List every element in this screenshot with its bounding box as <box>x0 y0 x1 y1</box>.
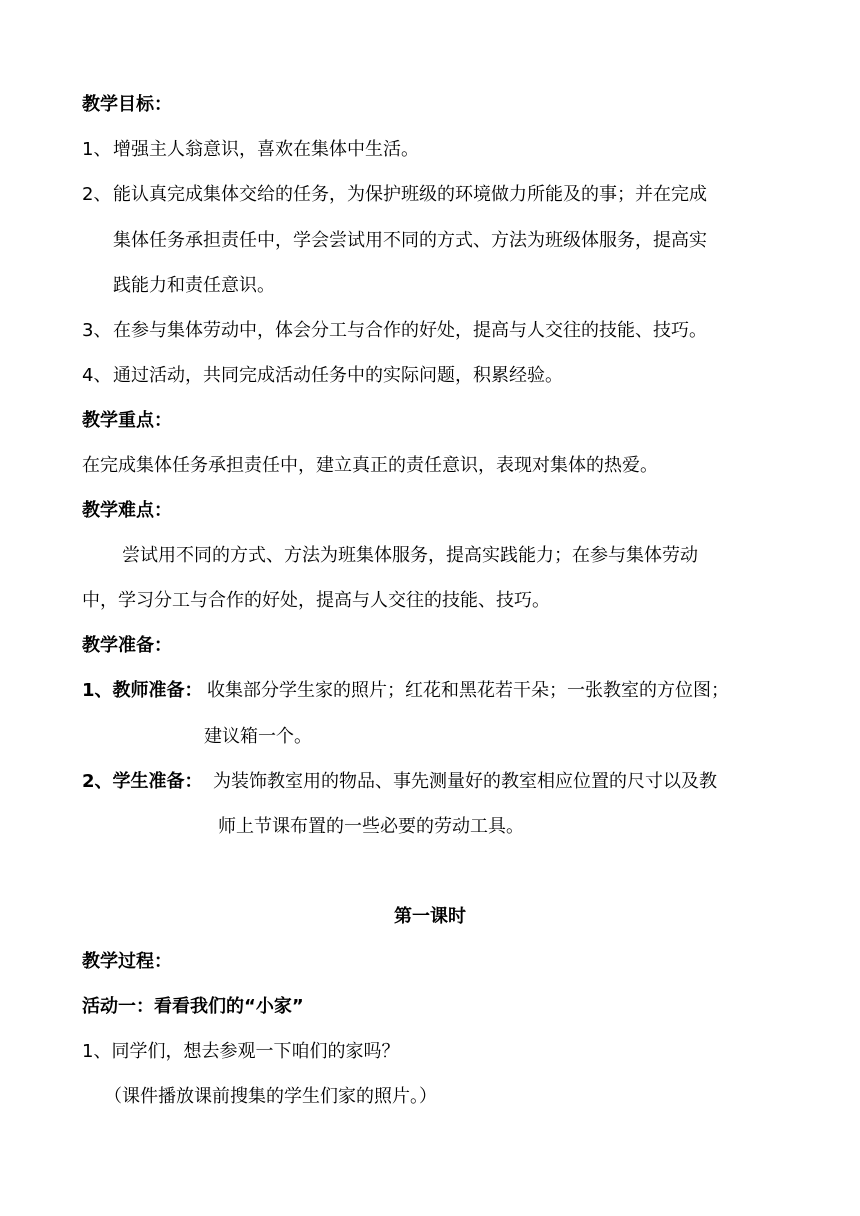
lesson-title: 第一课时 <box>394 906 466 927</box>
teacher-prep-text-line-1: 收集部分学生家的照片；红花和黑花若干朵；一张教室的方位图； <box>207 680 729 701</box>
teacher-prep-label: 1、教师准备： <box>82 680 203 701</box>
student-prep-text-line-2: 师上节课布置的一些必要的劳动工具。 <box>218 816 524 837</box>
objective-2-text-line-3: 践能力和责任意识。 <box>113 275 275 296</box>
objective-3-number: 3、 <box>82 320 112 341</box>
objective-2-number: 2、 <box>82 184 112 205</box>
difficulties-text-line-2: 中，学习分工与合作的好处，提高与人交往的技能、技巧。 <box>82 590 550 611</box>
preparation-heading: 教学准备： <box>82 635 172 656</box>
objectives-heading: 教学目标： <box>82 94 172 115</box>
student-prep-text-line-1: 为装饰教室用的物品、事先测量好的教室相应位置的尺寸以及教 <box>213 771 717 792</box>
objective-1-number: 1、 <box>82 139 112 160</box>
activity-one-title: 活动一：看看我们的“小家” <box>82 996 304 1017</box>
objective-2-text-line-2: 集体任务承担责任中，学会尝试用不同的方式、方法为班级体服务，提高实 <box>113 230 707 251</box>
step-1-text: 1、同学们，想去参观一下咱们的家吗？ <box>82 1041 400 1062</box>
teacher-prep-text-line-2: 建议箱一个。 <box>204 726 312 747</box>
student-prep-label: 2、学生准备： <box>82 771 203 792</box>
objective-1-text: 增强主人翁意识，喜欢在集体中生活。 <box>113 139 419 160</box>
objective-3-text: 在参与集体劳动中，体会分工与合作的好处，提高与人交往的技能、技巧。 <box>113 320 707 341</box>
objective-4-number: 4、 <box>82 365 112 386</box>
step-1-note: （课件播放课前搜集的学生们家的照片。） <box>104 1086 437 1107</box>
difficulties-heading: 教学难点： <box>82 500 172 521</box>
difficulties-text-line-1: 尝试用不同的方式、方法为班集体服务，提高实践能力；在参与集体劳动 <box>122 545 698 566</box>
objective-4-text: 通过活动，共同完成活动任务中的实际问题，积累经验。 <box>113 365 563 386</box>
key-points-text: 在完成集体任务承担责任中，建立真正的责任意识，表现对集体的热爱。 <box>82 455 658 476</box>
objective-2-text-line-1: 能认真完成集体交给的任务，为保护班级的环境做力所能及的事；并在完成 <box>113 184 707 205</box>
key-points-heading: 教学重点： <box>82 410 172 431</box>
process-heading: 教学过程： <box>82 951 172 972</box>
